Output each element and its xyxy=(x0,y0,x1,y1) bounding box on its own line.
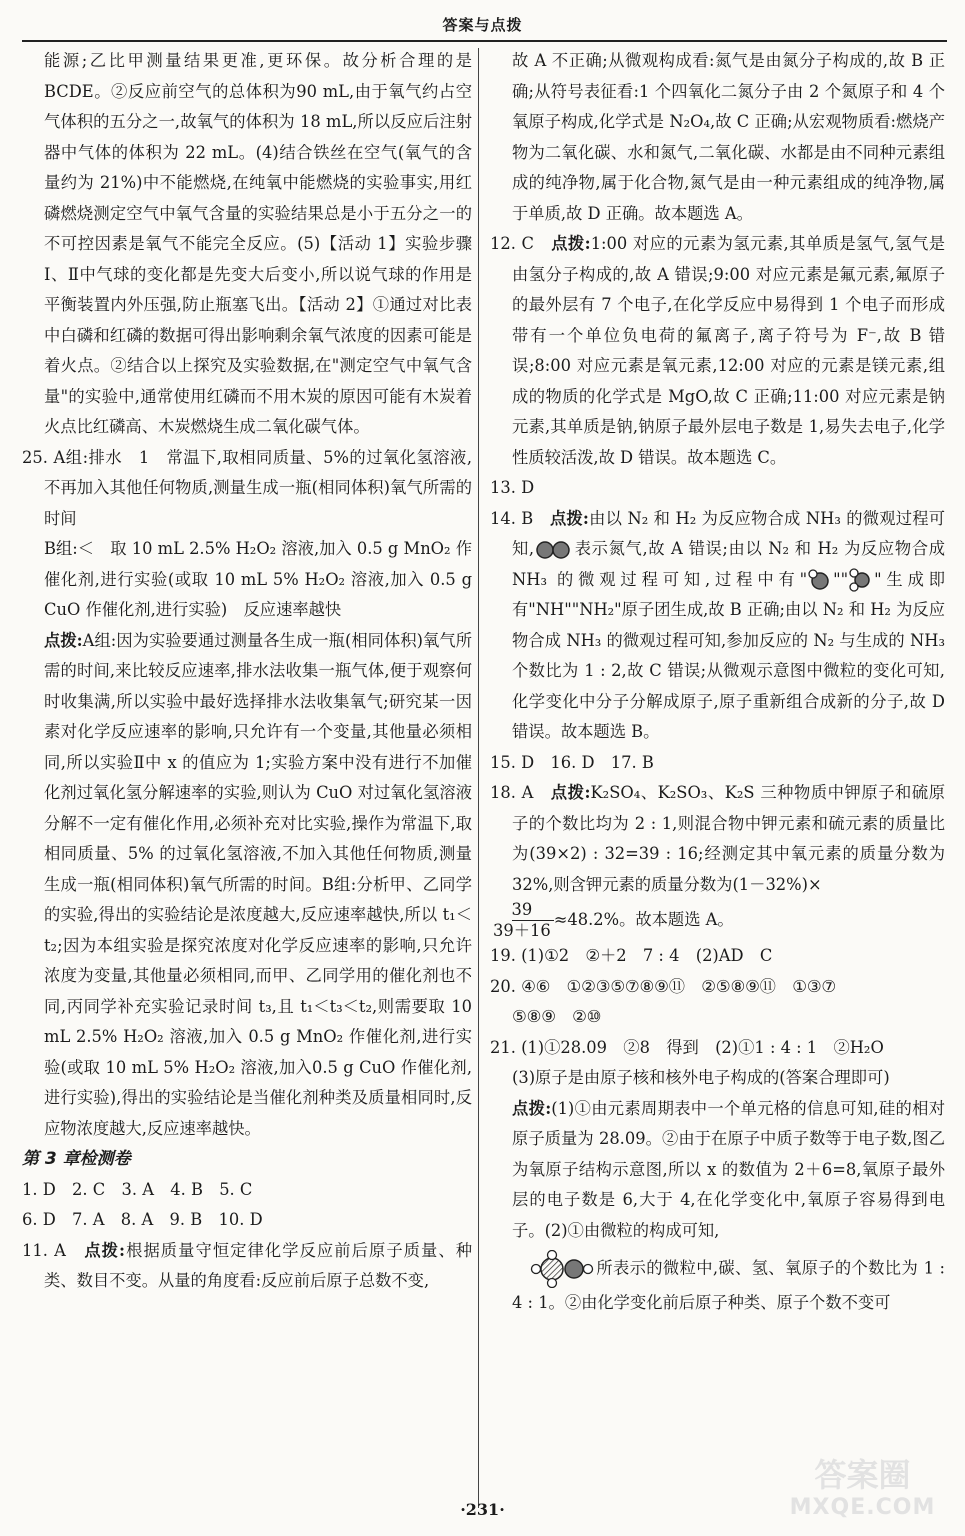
question-number: 18. A xyxy=(490,783,551,802)
answer-14 xyxy=(490,504,945,748)
methanol-molecule-icon xyxy=(512,1250,596,1288)
page-number: ·231· xyxy=(460,1500,505,1519)
nh2-group-icon xyxy=(848,567,874,593)
explanation-text: (1)①由元素周期表中一个单元格的信息可知,硅的相对原子质量为 28.09。②由于在原子中质子数等于电子数,图乙为氧原子结构示意图,所以 x 的数值为 2＋6=8,氧原子最外层的电子数是 6,大于 4,在化学变化中,氧原子容易得到电子。(2)①由微粒的构成可知, xyxy=(512,1098,945,1240)
answer-25-a: 25. A组:排水 1 常温下,取相同质量、5%的过氧化氢溶液,不再加入其他任何物质,测量生成一瓶(相同体积)氧气所需的时间 xyxy=(22,447,472,528)
nh-group-icon xyxy=(807,569,833,591)
answer-continuation: 能源;乙比甲测量结果更准,更环保。故分析合理的是BCDE。②反应前空气的总体积为90 mL,由于氧气约占空气体积的五分之一,故氧气的体积为 18 mL,所以反应后注射器中气体的体积为 22 mL。(4)结合铁丝在空气(氧气的含量约为 21%)中不能燃烧,在纯氧中能燃烧的实验事实,用红磷燃烧测定空气中氧气含量的实验结果总是小于五分之一的不可控因素是氧气不能完全反应。(5)【活动 1】实验步骤Ⅰ、Ⅱ中气球的变化都是先变大后变小,所以说气球的作用是平衡装置内外压强,防止瓶塞飞出。【活动 2】①通过对比表中白磷和红磷的数据可得出影响剩余氧气浓度的因素可能是着火点。②结合以上探究及实验数据,在"测定空气中氧气含量"的实验中,通常使用红磷而不用木炭的原因可能有木炭着火点比红磷高、木炭燃烧生成二氧化碳气体。 xyxy=(44,51,472,436)
answer-11-continuation: 故 A 不正确;从微观构成看:氮气是由氮分子构成的,故 B 正确;从符号表征看:1 个四氧化二氮分子由 2 个氮原子和 4 个氧原子构成,化学式是 N₂O₄,故 C 正确;从宏观物质看:燃烧产物为二氧化碳、水和氮气,二氧化碳、水都是由不同种元素组成的纯净物,属于化合物,氮气是由一种元素组成的纯净物,属于单质,故 D 正确。故本题选 A。 xyxy=(512,51,945,223)
watermark xyxy=(775,1455,950,1527)
header-rule xyxy=(22,40,947,42)
watermark-url: MXQE.COM xyxy=(789,1495,936,1520)
answer-20-line1: 20. ④⑥ ①②③⑤⑦⑧⑨⑪ ②⑤⑧⑨⑪ ①③⑦ xyxy=(490,976,837,996)
explanation-text: K₂SO₄、K₂SO₃、K₂S 三种物质中钾原子和硫原子的个数比均为 2 : 1,则混合物中钾元素和硫元素的质量比为(39×2) : 32=39 : 16;经测定其中氧元素的质量分数为 32%,则含钾元素的质量分数为(1－32%)× xyxy=(512,783,946,894)
question-number: 11. A xyxy=(22,1240,85,1260)
answers-15-17: 15. D 16. D 17. B xyxy=(490,752,654,772)
answer-25-b: B组:＜ 取 10 mL 2.5% H₂O₂ 溶液,加入 0.5 g MnO₂ 作催化剂,进行实验(或取 10 mL 5% H₂O₂ 溶液,加入 0.5 g CuO 作催化剂,进行实验) 反应速率越快 xyxy=(44,539,473,619)
answer-13: 13. D xyxy=(490,478,535,497)
fraction xyxy=(493,900,554,941)
column-divider xyxy=(478,48,479,1508)
answer-21-explanation xyxy=(490,1094,945,1247)
explanation-text: 表示氮气,故 A 错误;由以 N₂ 和 H₂ 为反应物合成 NH₃ 的微观过程可知,过程中有" xyxy=(512,539,945,589)
answer-11 xyxy=(22,1236,472,1297)
question-number: 12. C xyxy=(490,234,552,253)
section-title: 第 3 章检测卷 xyxy=(22,1149,131,1169)
explanation-label: 点拨: xyxy=(44,630,83,650)
explanation-label: 点拨: xyxy=(84,1240,126,1260)
answer-12 xyxy=(490,229,945,473)
question-number: 14. B xyxy=(490,508,550,528)
answer-19: 19. (1)①2 ②＋2 7 : 4 (2)AD C xyxy=(490,946,773,965)
explanation-text: 根据质量守恒定律化学反应前后原子质量、种类、数目不变。从量的角度看:反应前后原子总数不变, xyxy=(44,1240,472,1290)
fraction-denominator: 39＋16 xyxy=(493,921,551,940)
explanation-text: "" xyxy=(833,569,849,589)
nitrogen-molecule-icon xyxy=(534,541,574,559)
answers-1-5: 1. D 2. C 3. A 4. B 5. C xyxy=(22,1179,253,1199)
answer-25-explanation xyxy=(22,626,472,1145)
explanation-label: 点拨: xyxy=(551,234,591,253)
explanation-text: "生成即有"NH""NH₂"原子团生成,故 B 正确;由以 N₂ 和 H₂ 为反应物合成 NH₃ 的微观过程可知,参加反应的 N₂ 与生成的 NH₃ 个数比为 1 : 2,故 C 错误;从微观示意图中微粒的变化可知,化学变化中分子分解成原子,原子重新组合成新的分子,故 D 错误。故本题选 B。 xyxy=(512,569,945,741)
answers-6-10: 6. D 7. A 8. A 9. B 10. D xyxy=(22,1210,263,1229)
left-column xyxy=(22,46,472,1297)
answer-20-line2: ⑤⑧⑨ ②⑩ xyxy=(512,1007,602,1026)
answer-18 xyxy=(490,778,945,941)
explanation-label: 点拨: xyxy=(512,1098,552,1118)
fraction-numerator: 39 xyxy=(512,900,554,921)
running-header: 答案与点拨 xyxy=(442,16,523,34)
right-column xyxy=(490,46,945,1319)
explanation-text: 所表示的微粒中,碳、氢、氧原子的个数比为 1 : 4 : 1。②由化学变化前后原子种类、原子个数不变可 xyxy=(512,1258,945,1312)
explanation-label: 点拨: xyxy=(549,508,589,528)
watermark-cn: 答案圈 xyxy=(814,1456,911,1494)
answer-21-line2: (3)原子是由原子核和核外电子构成的(答案合理即可) xyxy=(512,1068,890,1087)
answer-21-molecule-line xyxy=(490,1250,945,1319)
explanation-label: 点拨: xyxy=(550,783,591,802)
answer-21-line1: 21. (1)①28.09 ②8 得到 (2)①1 : 4 : 1 ②H₂O xyxy=(490,1037,884,1057)
explanation-text: 1:00 对应的元素为氢元素,其单质是氢气,氢气是由氢分子构成的,故 A 错误;9:00 对应元素是氟元素,氟原子的最外层有 7 个电子,在化学反应中易得到 1 个电子而形成带有一个单位负电荷的氟离子,离子符号为 F⁻,故 B 错误;8:00 对应元素是氧元素,12:00 对应的元素是镁元素,组成的物质的化学式是 MgO,故 C 正确;11:00 对应元素是钠元素,其单质是钠,钠原子最外层电子数是 1,易失去电子,化学性质较活泼,故 D 错误。故本题选 C。 xyxy=(512,234,946,467)
explanation-text: ≈48.2%。故本题选 A。 xyxy=(553,910,734,929)
explanation-text: A组:因为实验要通过测量各生成一瓶(相同体积)氧气所需的时间,来比较反应速率,排水法收集一瓶气体,便于观察何时收集满,所以实验中最好选择排水法收集氧气;研究某一因素对化学反应速率的影响,只允许有一个变量,其他量必须相同,所以实验Ⅱ中 x 的值应为 1;实验方案中没有进行不加催化剂过氧化氢分解速率的实验,则认为 CuO 对过氧化氢溶液分解不一定有催化作用,必须补充对比实验,操作为常温下,取相同质量、5% 的过氧化氢溶液,不加入其他任何物质,测量生成一瓶(相同体积)氧气所需的时间。B组:分析甲、乙同学的实验,得出的实验结论是浓度越大,反应速率越快,所以 t₁＜t₂;因为本组实验是探究浓度对化学反应速率的影响,只允许浓度为变量,其他量必须相同,而甲、乙同学用的催化剂也不同,丙同学补充实验记录时间 t₃,且 t₁＜t₃＜t₂,则需要取 10 mL 2.5% H₂O₂ 溶液,加入 0.5 g MnO₂ 作催化剂,进行实验(或取 10 mL 5% H₂O₂ 溶液,加入0.5 g CuO 作催化剂,进行实验),得出的实验结论是当催化剂种类及质量相同时,反应物浓度越大,反应速率越快。 xyxy=(44,630,472,1138)
explanation-text: 由以 N₂ 和 H₂ 为反应物合成 NH₃ 的微观过程可知, xyxy=(512,508,945,558)
